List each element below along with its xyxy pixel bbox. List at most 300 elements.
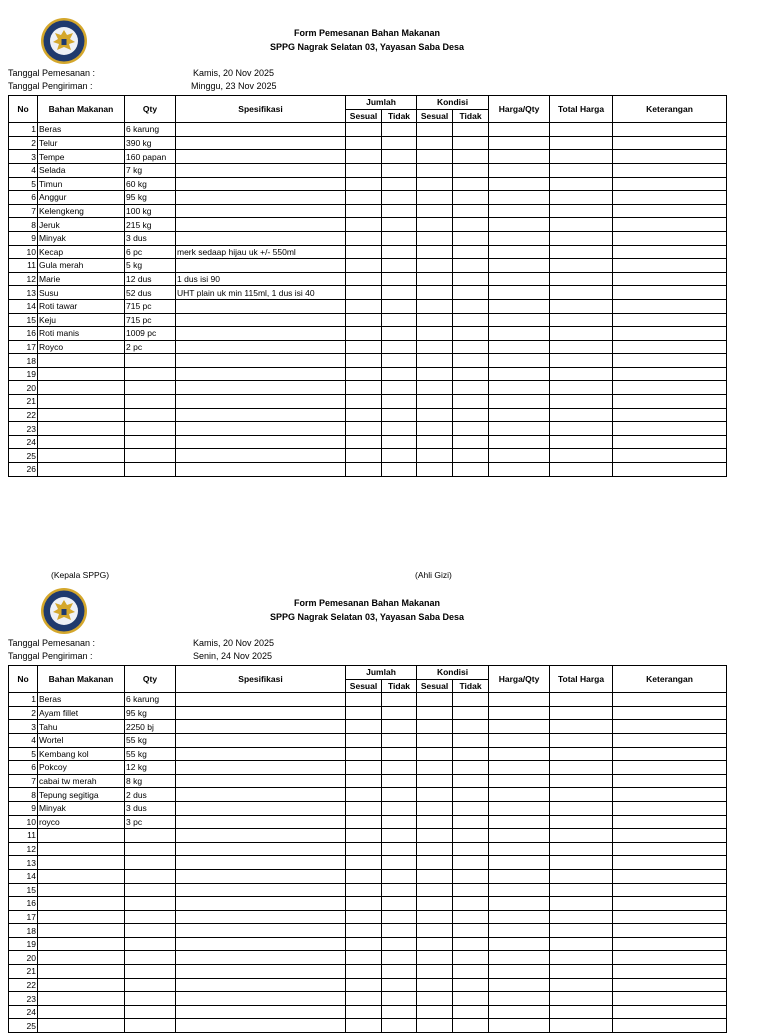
row-bahan-makanan: Timun: [38, 177, 125, 191]
row-keterangan: [613, 883, 727, 897]
row-number: 14: [9, 869, 38, 883]
row-spesifikasi: [176, 435, 346, 449]
row-keterangan: [613, 259, 727, 273]
table-row: [9, 449, 727, 463]
row-spesifikasi: [176, 463, 346, 477]
row-jumlah-sesual: [346, 706, 382, 720]
row-kondisi-sesual: [417, 992, 453, 1006]
row-jumlah-tidak: [382, 123, 417, 137]
table-row: [9, 842, 727, 856]
row-jumlah-tidak: [382, 313, 417, 327]
row-spesifikasi: [176, 191, 346, 205]
row-jumlah-tidak: [382, 463, 417, 477]
table-row: [9, 218, 727, 232]
row-kondisi-tidak: [453, 354, 489, 368]
table-row: [9, 177, 727, 191]
row-kondisi-tidak: [453, 856, 489, 870]
row-number: 12: [9, 842, 38, 856]
row-harga-qty: [489, 693, 550, 707]
row-kondisi-tidak: [453, 815, 489, 829]
row-kondisi-tidak: [453, 449, 489, 463]
row-harga-qty: [489, 150, 550, 164]
row-bahan-makanan: [38, 408, 125, 422]
row-kondisi-sesual: [417, 463, 453, 477]
row-jumlah-sesual: [346, 897, 382, 911]
row-number: 5: [9, 747, 38, 761]
row-number: 24: [9, 1005, 38, 1019]
row-jumlah-sesual: [346, 408, 382, 422]
header-spesifikasi: Spesifikasi: [176, 666, 346, 693]
row-kondisi-tidak: [453, 774, 489, 788]
row-jumlah-tidak: [382, 829, 417, 843]
row-kondisi-sesual: [417, 897, 453, 911]
table-row: [9, 951, 727, 965]
row-jumlah-tidak: [382, 883, 417, 897]
row-jumlah-tidak: [382, 965, 417, 979]
row-qty: [125, 1005, 176, 1019]
row-qty: 95 kg: [125, 191, 176, 205]
row-keterangan: [613, 367, 727, 381]
row-number: 18: [9, 924, 38, 938]
row-jumlah-tidak: [382, 774, 417, 788]
order-date-label: Tanggal Pemesanan :: [8, 638, 96, 648]
row-jumlah-sesual: [346, 449, 382, 463]
row-bahan-makanan: Wortel: [38, 733, 125, 747]
row-jumlah-sesual: [346, 286, 382, 300]
row-jumlah-tidak: [382, 218, 417, 232]
row-bahan-makanan: [38, 829, 125, 843]
row-total-harga: [550, 463, 613, 477]
row-jumlah-tidak: [382, 395, 417, 409]
row-harga-qty: [489, 163, 550, 177]
row-kondisi-sesual: [417, 965, 453, 979]
table-row: [9, 693, 727, 707]
row-keterangan: [613, 992, 727, 1006]
row-number: 10: [9, 245, 38, 259]
row-spesifikasi: [176, 897, 346, 911]
row-jumlah-tidak: [382, 299, 417, 313]
row-jumlah-tidak: [382, 815, 417, 829]
form-title: Form Pemesanan Bahan Makanan: [293, 598, 441, 608]
row-jumlah-tidak: [382, 163, 417, 177]
table-row: [9, 191, 727, 205]
row-qty: 715 pc: [125, 299, 176, 313]
row-qty: [125, 449, 176, 463]
row-qty: 95 kg: [125, 706, 176, 720]
row-keterangan: [613, 693, 727, 707]
row-bahan-makanan: [38, 897, 125, 911]
row-jumlah-tidak: [382, 204, 417, 218]
row-total-harga: [550, 910, 613, 924]
row-keterangan: [613, 123, 727, 137]
row-keterangan: [613, 150, 727, 164]
row-number: 3: [9, 720, 38, 734]
row-kondisi-tidak: [453, 801, 489, 815]
row-number: 1: [9, 123, 38, 137]
row-spesifikasi: [176, 978, 346, 992]
row-spesifikasi: [176, 218, 346, 232]
row-total-harga: [550, 774, 613, 788]
row-number: 8: [9, 788, 38, 802]
row-spesifikasi: [176, 340, 346, 354]
row-qty: 12 kg: [125, 761, 176, 775]
header-keterangan: Keterangan: [613, 666, 727, 693]
row-harga-qty: [489, 801, 550, 815]
row-harga-qty: [489, 218, 550, 232]
row-total-harga: [550, 897, 613, 911]
row-spesifikasi: [176, 693, 346, 707]
row-spesifikasi: [176, 801, 346, 815]
row-kondisi-sesual: [417, 286, 453, 300]
row-kondisi-tidak: [453, 978, 489, 992]
table-row: [9, 354, 727, 368]
row-kondisi-tidak: [453, 123, 489, 137]
row-qty: 5 kg: [125, 259, 176, 273]
row-qty: [125, 354, 176, 368]
header-kondisi-tidak: Tidak: [453, 109, 489, 123]
row-keterangan: [613, 869, 727, 883]
row-jumlah-tidak: [382, 910, 417, 924]
row-jumlah-tidak: [382, 422, 417, 436]
row-jumlah-sesual: [346, 463, 382, 477]
row-total-harga: [550, 869, 613, 883]
row-bahan-makanan: [38, 856, 125, 870]
row-harga-qty: [489, 191, 550, 205]
row-harga-qty: [489, 788, 550, 802]
row-spesifikasi: [176, 231, 346, 245]
row-kondisi-tidak: [453, 924, 489, 938]
row-keterangan: [613, 733, 727, 747]
row-spesifikasi: [176, 354, 346, 368]
row-qty: [125, 381, 176, 395]
row-keterangan: [613, 937, 727, 951]
row-number: 11: [9, 259, 38, 273]
row-harga-qty: [489, 381, 550, 395]
row-jumlah-sesual: [346, 978, 382, 992]
row-total-harga: [550, 706, 613, 720]
row-bahan-makanan: Gula merah: [38, 259, 125, 273]
row-spesifikasi: [176, 1005, 346, 1019]
row-jumlah-sesual: [346, 313, 382, 327]
row-total-harga: [550, 883, 613, 897]
row-qty: [125, 1019, 176, 1033]
row-spesifikasi: [176, 965, 346, 979]
row-kondisi-sesual: [417, 177, 453, 191]
row-kondisi-tidak: [453, 272, 489, 286]
row-harga-qty: [489, 463, 550, 477]
table-row: [9, 408, 727, 422]
row-total-harga: [550, 992, 613, 1006]
row-keterangan: [613, 815, 727, 829]
row-bahan-makanan: Kelengkeng: [38, 204, 125, 218]
row-bahan-makanan: Roti manis: [38, 327, 125, 341]
row-spesifikasi: [176, 313, 346, 327]
row-jumlah-sesual: [346, 299, 382, 313]
row-keterangan: [613, 245, 727, 259]
row-kondisi-sesual: [417, 801, 453, 815]
table-row: [9, 733, 727, 747]
row-number: 19: [9, 937, 38, 951]
row-kondisi-tidak: [453, 163, 489, 177]
ship-date-value: Minggu, 23 Nov 2025: [191, 81, 277, 91]
row-harga-qty: [489, 706, 550, 720]
row-harga-qty: [489, 259, 550, 273]
row-harga-qty: [489, 815, 550, 829]
row-jumlah-sesual: [346, 150, 382, 164]
row-kondisi-sesual: [417, 733, 453, 747]
row-bahan-makanan: [38, 449, 125, 463]
row-kondisi-sesual: [417, 978, 453, 992]
row-jumlah-sesual: [346, 177, 382, 191]
row-kondisi-sesual: [417, 829, 453, 843]
row-jumlah-sesual: [346, 910, 382, 924]
row-harga-qty: [489, 435, 550, 449]
row-keterangan: [613, 204, 727, 218]
row-jumlah-tidak: [382, 897, 417, 911]
row-kondisi-sesual: [417, 191, 453, 205]
row-qty: 2 pc: [125, 340, 176, 354]
row-kondisi-sesual: [417, 435, 453, 449]
table-row: [9, 937, 727, 951]
row-harga-qty: [489, 842, 550, 856]
header-harga: Harga/Qty: [489, 666, 550, 693]
row-kondisi-tidak: [453, 761, 489, 775]
row-kondisi-sesual: [417, 761, 453, 775]
row-total-harga: [550, 801, 613, 815]
row-jumlah-sesual: [346, 801, 382, 815]
row-keterangan: [613, 163, 727, 177]
row-keterangan: [613, 978, 727, 992]
row-number: 15: [9, 883, 38, 897]
row-keterangan: [613, 856, 727, 870]
row-harga-qty: [489, 761, 550, 775]
row-total-harga: [550, 435, 613, 449]
row-number: 21: [9, 965, 38, 979]
row-bahan-makanan: [38, 951, 125, 965]
row-total-harga: [550, 231, 613, 245]
header-total: Total Harga: [550, 666, 613, 693]
row-bahan-makanan: [38, 1005, 125, 1019]
row-total-harga: [550, 733, 613, 747]
table-row: [9, 978, 727, 992]
row-total-harga: [550, 218, 613, 232]
row-keterangan: [613, 897, 727, 911]
row-jumlah-tidak: [382, 259, 417, 273]
row-kondisi-sesual: [417, 720, 453, 734]
order-date-value: Kamis, 20 Nov 2025: [193, 638, 275, 648]
row-spesifikasi: [176, 761, 346, 775]
ship-date-label: Tanggal Pengiriman :: [8, 81, 93, 91]
row-total-harga: [550, 924, 613, 938]
row-total-harga: [550, 367, 613, 381]
row-spesifikasi: [176, 163, 346, 177]
row-jumlah-sesual: [346, 951, 382, 965]
row-kondisi-tidak: [453, 422, 489, 436]
row-spesifikasi: [176, 883, 346, 897]
row-spesifikasi: [176, 123, 346, 137]
row-kondisi-tidak: [453, 1005, 489, 1019]
row-kondisi-tidak: [453, 829, 489, 843]
table-row: [9, 340, 727, 354]
row-jumlah-sesual: [346, 883, 382, 897]
row-qty: [125, 395, 176, 409]
row-kondisi-tidak: [453, 327, 489, 341]
row-keterangan: [613, 788, 727, 802]
form-title: Form Pemesanan Bahan Makanan: [293, 28, 441, 38]
row-jumlah-tidak: [382, 136, 417, 150]
row-total-harga: [550, 829, 613, 843]
table-row: [9, 897, 727, 911]
row-keterangan: [613, 951, 727, 965]
row-harga-qty: [489, 408, 550, 422]
row-number: 17: [9, 910, 38, 924]
row-kondisi-tidak: [453, 259, 489, 273]
row-harga-qty: [489, 720, 550, 734]
row-keterangan: [613, 720, 727, 734]
row-total-harga: [550, 204, 613, 218]
row-harga-qty: [489, 395, 550, 409]
row-jumlah-sesual: [346, 829, 382, 843]
row-bahan-makanan: Beras: [38, 123, 125, 137]
row-kondisi-tidak: [453, 177, 489, 191]
row-number: 16: [9, 897, 38, 911]
row-harga-qty: [489, 367, 550, 381]
row-number: 6: [9, 191, 38, 205]
row-qty: [125, 965, 176, 979]
row-spesifikasi: [176, 815, 346, 829]
row-keterangan: [613, 218, 727, 232]
row-bahan-makanan: Tepung segitiga: [38, 788, 125, 802]
row-bahan-makanan: [38, 937, 125, 951]
row-qty: [125, 992, 176, 1006]
table-row: [9, 435, 727, 449]
row-kondisi-sesual: [417, 842, 453, 856]
row-harga-qty: [489, 231, 550, 245]
row-kondisi-tidak: [453, 395, 489, 409]
row-kondisi-tidak: [453, 340, 489, 354]
row-number: 1: [9, 693, 38, 707]
row-qty: [125, 897, 176, 911]
row-number: 3: [9, 150, 38, 164]
row-number: 11: [9, 829, 38, 843]
row-keterangan: [613, 801, 727, 815]
row-jumlah-sesual: [346, 1005, 382, 1019]
row-kondisi-tidak: [453, 463, 489, 477]
row-jumlah-tidak: [382, 340, 417, 354]
header-jumlah-sesual: Sesual: [346, 109, 382, 123]
row-spesifikasi: [176, 992, 346, 1006]
row-spesifikasi: [176, 177, 346, 191]
row-kondisi-sesual: [417, 815, 453, 829]
row-total-harga: [550, 150, 613, 164]
row-jumlah-sesual: [346, 937, 382, 951]
row-total-harga: [550, 177, 613, 191]
row-total-harga: [550, 937, 613, 951]
row-spesifikasi: [176, 951, 346, 965]
row-kondisi-sesual: [417, 231, 453, 245]
header-jumlah-tidak: Tidak: [382, 679, 417, 693]
table-row: [9, 272, 727, 286]
header-qty: Qty: [125, 96, 176, 123]
row-kondisi-sesual: [417, 449, 453, 463]
row-bahan-makanan: [38, 354, 125, 368]
table-row: [9, 136, 727, 150]
row-total-harga: [550, 313, 613, 327]
row-qty: [125, 367, 176, 381]
row-spesifikasi: [176, 747, 346, 761]
row-keterangan: [613, 231, 727, 245]
row-bahan-makanan: [38, 965, 125, 979]
row-total-harga: [550, 761, 613, 775]
row-keterangan: [613, 177, 727, 191]
row-kondisi-tidak: [453, 381, 489, 395]
row-qty: 60 kg: [125, 177, 176, 191]
row-total-harga: [550, 815, 613, 829]
row-jumlah-sesual: [346, 163, 382, 177]
row-keterangan: [613, 286, 727, 300]
row-kondisi-sesual: [417, 259, 453, 273]
row-keterangan: [613, 354, 727, 368]
row-harga-qty: [489, 897, 550, 911]
row-qty: [125, 463, 176, 477]
row-spesifikasi: [176, 856, 346, 870]
row-jumlah-tidak: [382, 856, 417, 870]
row-kondisi-sesual: [417, 774, 453, 788]
row-kondisi-tidak: [453, 136, 489, 150]
row-qty: [125, 869, 176, 883]
row-keterangan: [613, 965, 727, 979]
row-spesifikasi: [176, 924, 346, 938]
row-number: 13: [9, 286, 38, 300]
row-number: 6: [9, 761, 38, 775]
row-bahan-makanan: Roti tawar: [38, 299, 125, 313]
row-jumlah-sesual: [346, 327, 382, 341]
header-keterangan: Keterangan: [613, 96, 727, 123]
row-total-harga: [550, 720, 613, 734]
row-total-harga: [550, 299, 613, 313]
row-kondisi-sesual: [417, 340, 453, 354]
row-number: 22: [9, 978, 38, 992]
row-qty: 3 pc: [125, 815, 176, 829]
row-number: 18: [9, 354, 38, 368]
row-kondisi-sesual: [417, 788, 453, 802]
table-row: [9, 245, 727, 259]
table-row: [9, 706, 727, 720]
row-number: 24: [9, 435, 38, 449]
row-bahan-makanan: Kecap: [38, 245, 125, 259]
row-harga-qty: [489, 856, 550, 870]
table-row: [9, 1019, 727, 1033]
row-jumlah-sesual: [346, 422, 382, 436]
row-kondisi-tidak: [453, 720, 489, 734]
table-row: [9, 856, 727, 870]
row-jumlah-sesual: [346, 354, 382, 368]
row-bahan-makanan: [38, 422, 125, 436]
row-qty: [125, 856, 176, 870]
row-harga-qty: [489, 422, 550, 436]
row-kondisi-sesual: [417, 218, 453, 232]
row-number: 5: [9, 177, 38, 191]
row-harga-qty: [489, 327, 550, 341]
row-jumlah-tidak: [382, 706, 417, 720]
row-harga-qty: [489, 883, 550, 897]
row-harga-qty: [489, 733, 550, 747]
row-total-harga: [550, 1005, 613, 1019]
row-jumlah-sesual: [346, 761, 382, 775]
header-no: No: [9, 666, 38, 693]
row-kondisi-sesual: [417, 327, 453, 341]
row-bahan-makanan: Ayam fillet: [38, 706, 125, 720]
